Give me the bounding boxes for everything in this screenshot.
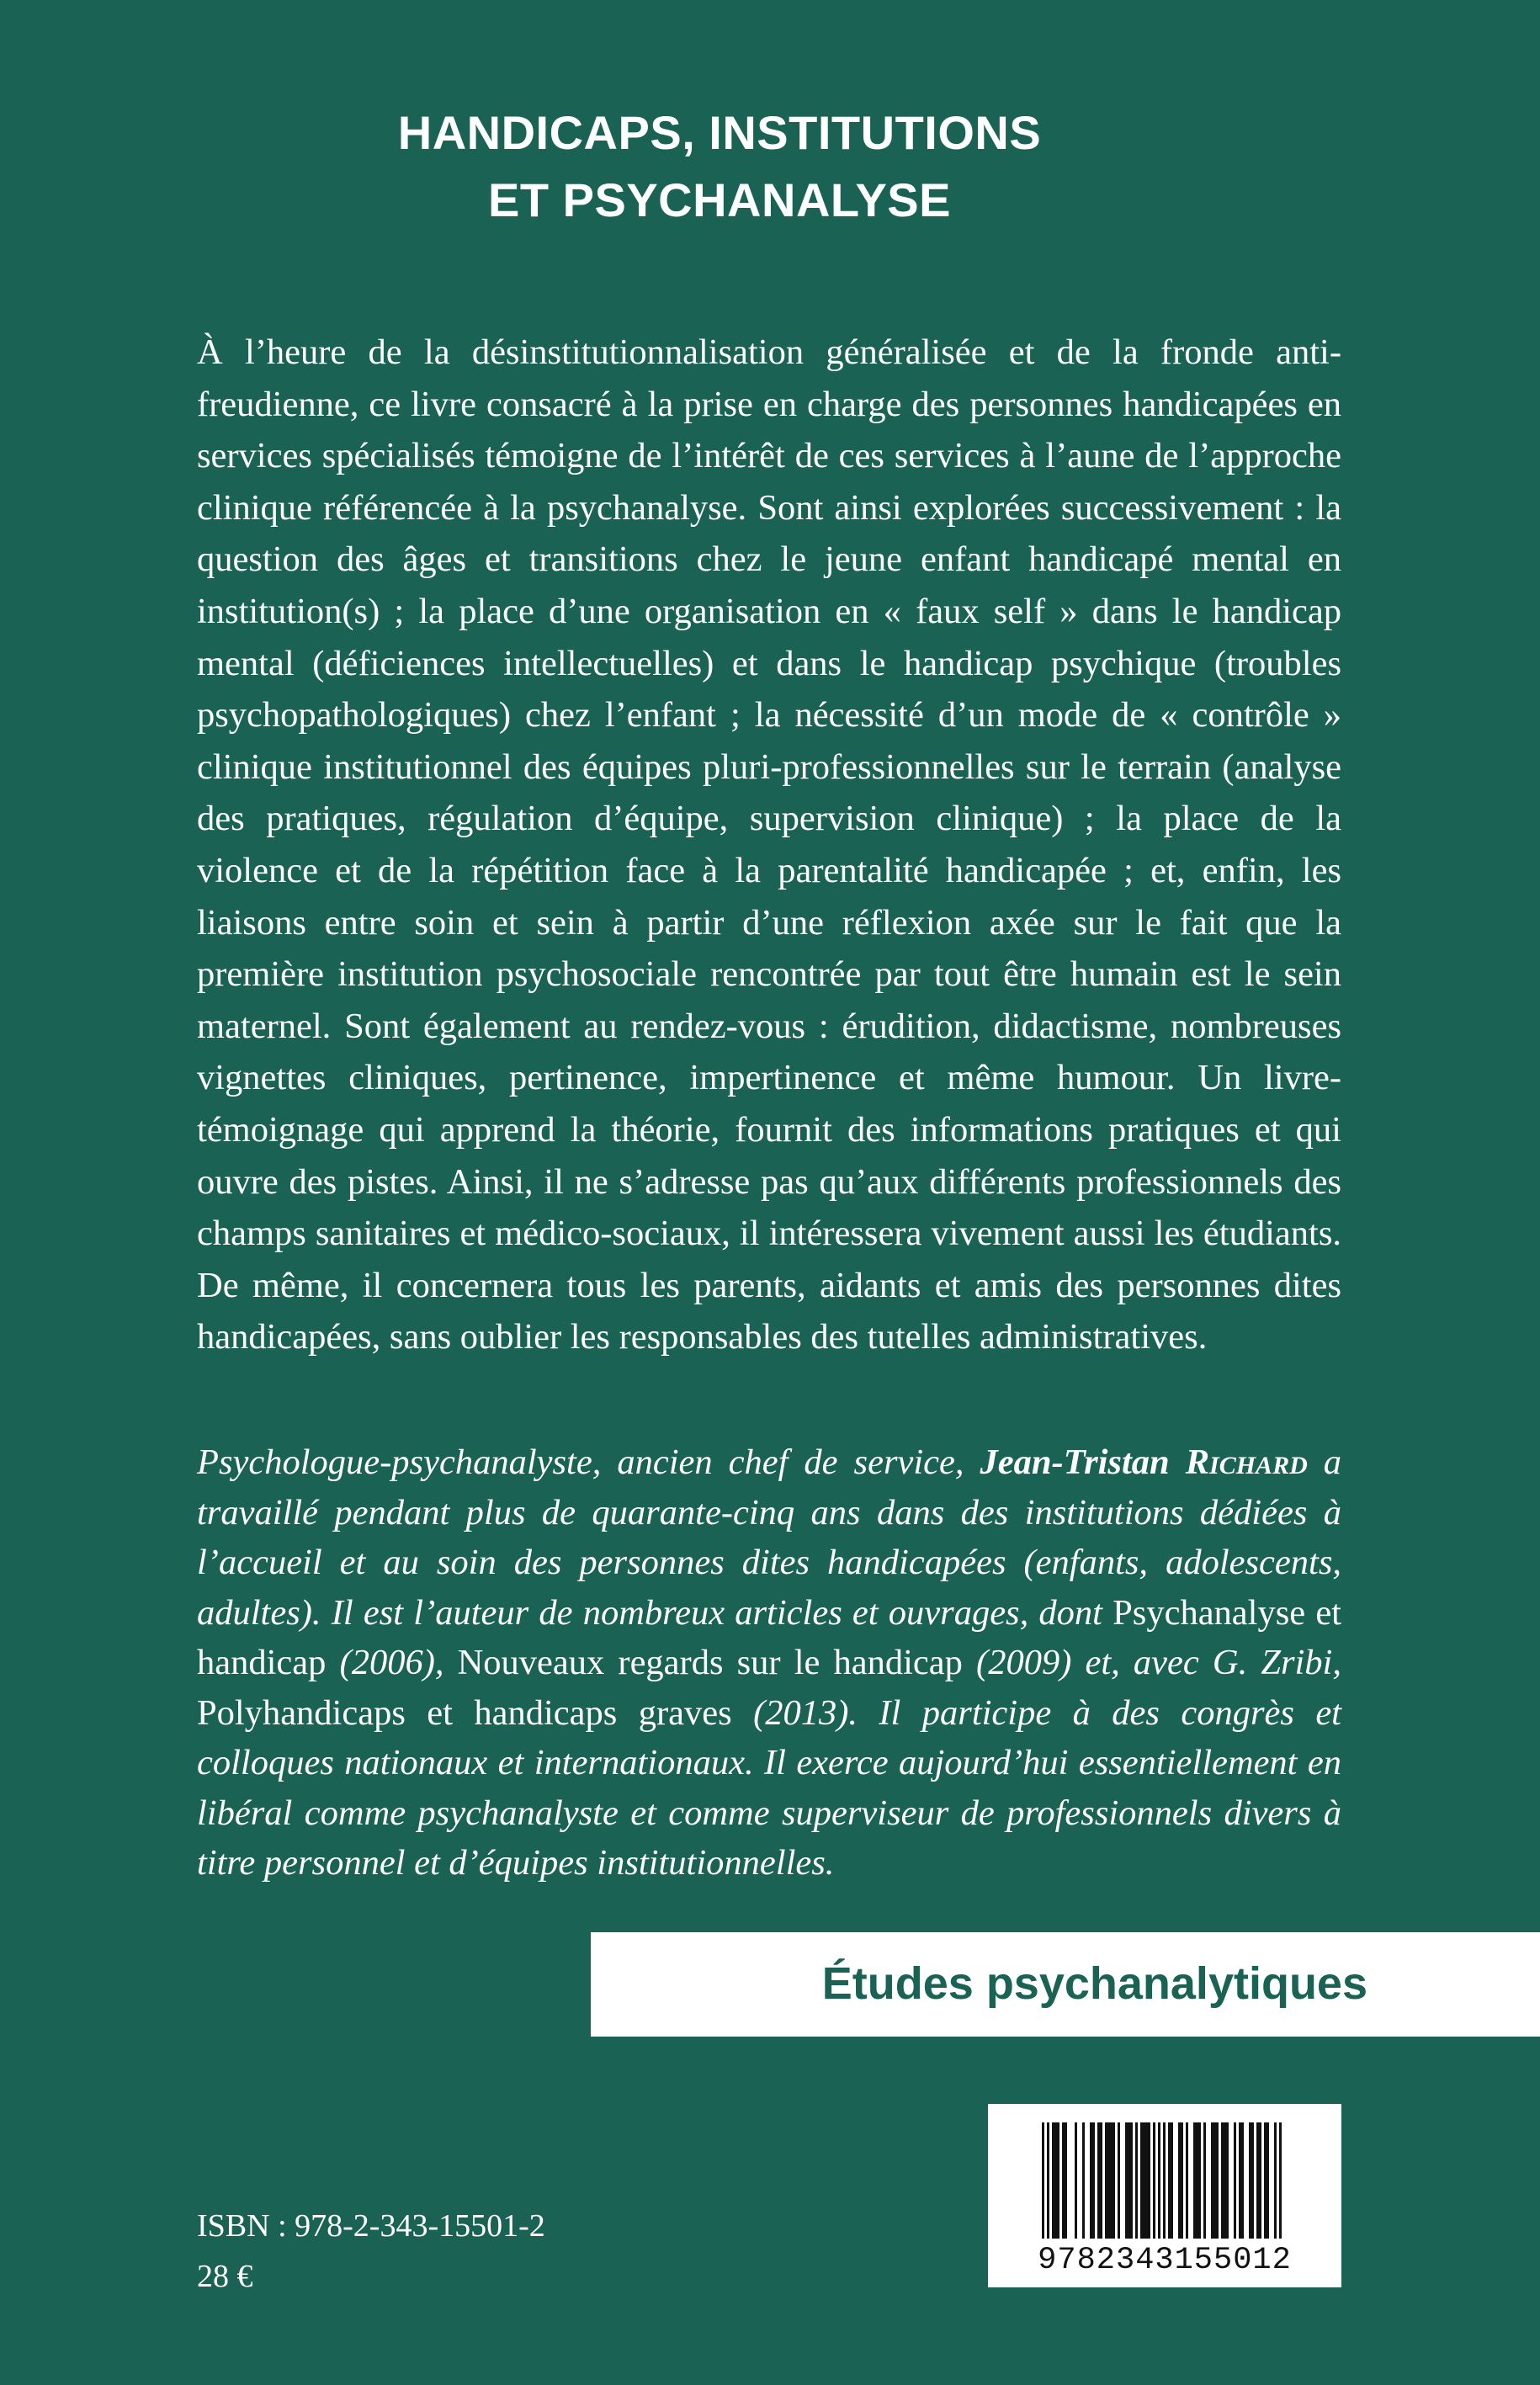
barcode-bar (1082, 2122, 1085, 2239)
barcode-bar (1256, 2122, 1259, 2239)
barcode-bar (1047, 2122, 1049, 2239)
author-name (980, 1442, 1308, 1482)
book-summary: À l’heure de la désinstitutionnalisation généralisée et de la fronde anti-freudienne, ce livre consacré à la prise en charge des personnes handicapées en services spécialisés témoigne de l’intérêt de ces services à l’aune de l’approche clinique référencée à la psychanalyse. Sont ainsi explorées successivement : la question des âges et transitions chez le jeune enfant handicapé mental en institution(s) ; la place d’une organisation en « faux self » dans le handicap mental (déficiences intellectuelles) et dans le handicap psychique (troubles psychopathologiques) chez l’enfant ; la nécessité d’un mode de « contrôle » clinique institutionnel des équipes pluri-professionnelles sur le terrain (analyse des pratiques, régulation d’équipe, supervision clinique) ; la place de la violence et de la répétition face à la parentalité handicapée ; et, enfin, les liaisons entre soin et sein à partir d’une réflexion axée sur le fait que la première institution psychosociale rencontrée par tout être humain est le sein maternel. Sont également au rendez-vous : érudition, didactisme, nombreuses vignettes cliniques, pertinence, impertinence et même humour. Un livre-témoignage qui apprend la théorie, fournit des informations pratiques et qui ouvre des pistes. Ainsi, il ne s’adresse pas qu’aux différents professionnels des champs sanitaires et médico-sociaux, il intéressera vivement aussi les étudiants. De même, il concernera tous les parents, aidants et amis des personnes dites handicapées, sans oublier les responsables des tutelles administratives. (197, 332, 1341, 1357)
barcode-bar (1125, 2122, 1128, 2239)
barcode-bar (1226, 2122, 1229, 2239)
barcode-bar (1274, 2122, 1277, 2239)
barcode-bar (1171, 2122, 1173, 2239)
barcode-bar (1057, 2122, 1059, 2239)
barcode-bar (1090, 2122, 1092, 2239)
series-name: Études psychanalytiques (821, 1958, 1367, 2009)
barcode-bar (1259, 2122, 1261, 2239)
barcode-bar (1148, 2122, 1150, 2239)
book-title-1: Psychanalyse et handicap (197, 1592, 1341, 1682)
barcode-bar (1105, 2122, 1107, 2239)
barcode-bar (1118, 2122, 1120, 2239)
barcode-bar (1135, 2122, 1138, 2239)
barcode-bar (1186, 2122, 1188, 2239)
barcode-bar (1042, 2122, 1044, 2239)
barcode-bar (1279, 2122, 1282, 2239)
barcode-bar (1075, 2122, 1077, 2239)
barcode-bar (1264, 2122, 1267, 2239)
barcode-bar (1251, 2122, 1254, 2239)
barcode-bar (1168, 2122, 1171, 2239)
author-bio (197, 1437, 1341, 1888)
barcode-bar (1143, 2122, 1145, 2239)
barcode-bar (1241, 2122, 1244, 2239)
barcode-bar (1054, 2122, 1057, 2239)
barcode-bar (1216, 2122, 1219, 2239)
barcode-number: 9782343155012 (1038, 2243, 1292, 2278)
book-title (0, 99, 1439, 234)
barcode-bar (1062, 2122, 1065, 2239)
barcode-bars (1042, 2122, 1288, 2239)
bio-part-2: (2013). Il participe à des congrès et colloques nationaux et internationaux. Il exerce aujourd’hui essentiellement en libéral comme psychanalyste et comme superviseur de professionnels divers à titre personnel et d’équipes institutionnelles. (197, 1692, 1341, 1883)
barcode-bar (1224, 2122, 1226, 2239)
barcode-bar (1267, 2122, 1269, 2239)
barcode-bar (1181, 2122, 1183, 2239)
barcode-bar (1128, 2122, 1130, 2239)
barcode-bar (1213, 2122, 1216, 2239)
author-first-name: Jean-Tristan (980, 1442, 1170, 1482)
barcode-bar (1234, 2122, 1236, 2239)
book-title-2: Nouveaux regards sur le handicap (457, 1643, 963, 1682)
barcode-bar (1239, 2122, 1241, 2239)
barcode-bar (1052, 2122, 1054, 2239)
barcode-bar (1203, 2122, 1206, 2239)
barcode (988, 2104, 1341, 2287)
bio-intro: Psychologue-psychanalyste, ancien chef de service, (197, 1442, 964, 1482)
barcode-bar (1158, 2122, 1160, 2239)
barcode-bar (1065, 2122, 1067, 2239)
book-title-3: Polyhandicaps et handicaps graves (197, 1692, 732, 1733)
barcode-bar (1107, 2122, 1110, 2239)
barcode-bar (1113, 2122, 1115, 2239)
barcode-bar (1153, 2122, 1155, 2239)
barcode-bar (1140, 2122, 1143, 2239)
price: 28 € (197, 2259, 253, 2294)
series-banner (591, 1932, 1540, 2037)
barcode-bar (1145, 2122, 1148, 2239)
book-year-2: (2009) et, avec G. Zribi, (962, 1643, 1341, 1682)
barcode-bar (1221, 2122, 1224, 2239)
barcode-bar (1193, 2122, 1196, 2239)
barcode-bar (1196, 2122, 1198, 2239)
author-last-name: Richard (1185, 1442, 1308, 1482)
barcode-bar (1249, 2122, 1251, 2239)
barcode-bar (1097, 2122, 1100, 2239)
barcode-bar (1092, 2122, 1095, 2239)
barcode-bar (1198, 2122, 1201, 2239)
barcode-bar (1100, 2122, 1102, 2239)
barcode-bar (1211, 2122, 1213, 2239)
bio-part-1: a travaillé pendant plus de quarante-cinq ans dans des institutions dédiées à l’accueil et au soin des personnes dites handicapées (enfants, adolescents, adultes). Il est l’auteur de nombreux articles et ouvrages, dont (197, 1442, 1342, 1633)
barcode-bar (1130, 2122, 1133, 2239)
barcode-bar (1110, 2122, 1113, 2239)
barcode-bar (1178, 2122, 1181, 2239)
title-line-1: HANDICAPS, INSTITUTIONS (397, 106, 1042, 159)
isbn: ISBN : 978-2-343-15501-2 (197, 2208, 545, 2244)
book-year-1: (2006), (326, 1643, 458, 1682)
title-line-2: ET PSYCHANALYSE (488, 173, 951, 226)
barcode-bar (1163, 2122, 1166, 2239)
